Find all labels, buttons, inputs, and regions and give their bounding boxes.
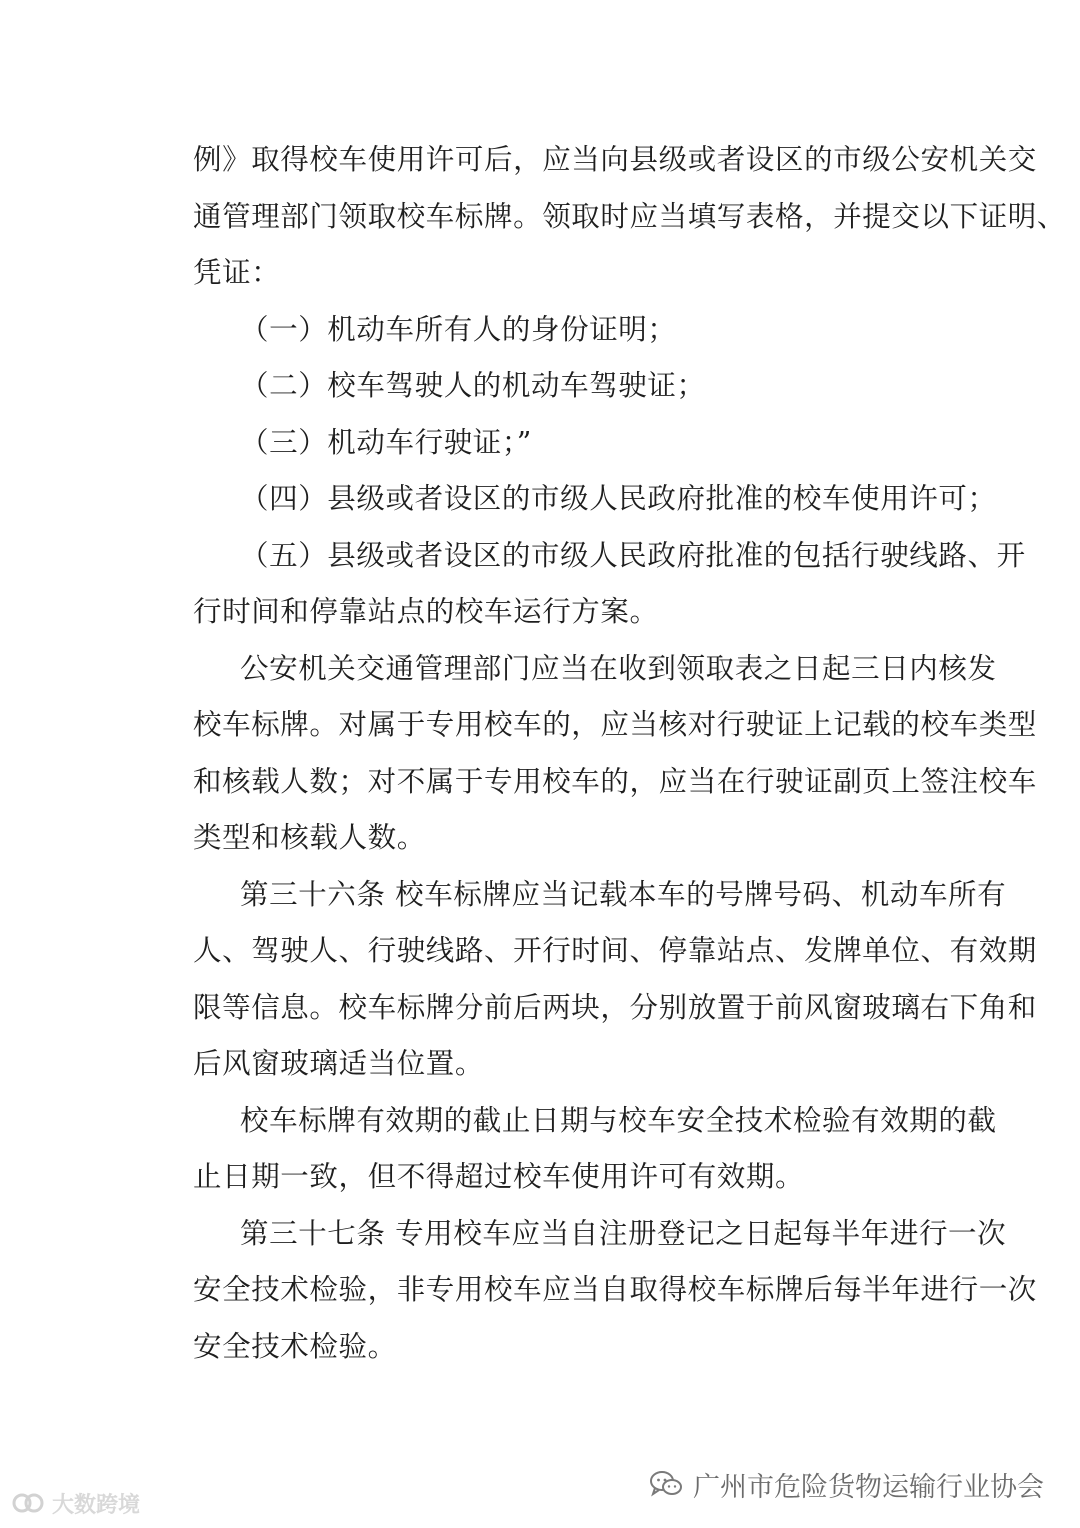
logo-icon [12, 1490, 44, 1516]
text-line: 第三十七条 专用校车应当自注册登记之日起每半年进行一次 [240, 1217, 1007, 1250]
text-line: 校车标牌有效期的截止日期与校车安全技术检验有效期的截 [240, 1104, 997, 1137]
text-line: 安全技术检验，非专用校车应当自取得校车标牌后每半年进行一次 [193, 1273, 1037, 1306]
watermark-right [649, 1464, 1044, 1504]
text-line: 类型和核载人数。 [193, 821, 426, 854]
wechat-icon [649, 1469, 683, 1499]
text-line: 凭证： [193, 256, 281, 289]
text-line: 后风窗玻璃适当位置。 [193, 1047, 485, 1080]
text-line: 例》取得校车使用许可后，应当向县级或者设区的市级公安机关交 [193, 143, 1037, 176]
text-line: 第三十六条 校车标牌应当记载本车的号牌号码、机动车所有 [240, 878, 1007, 911]
text-line: 行时间和停靠站点的校车运行方案。 [193, 595, 659, 628]
text-line: 和核载人数；对不属于专用校车的，应当在行驶证副页上签注校车 [193, 765, 1037, 798]
text-line: （四）县级或者设区的市级人民政府批准的校车使用许可； [240, 482, 997, 515]
text-line: （三）机动车行驶证；” [240, 426, 532, 459]
text-line: 限等信息。校车标牌分前后两块，分别放置于前风窗玻璃右下角和 [193, 991, 1037, 1024]
text-line: 安全技术检验。 [193, 1330, 397, 1363]
text-line: （一）机动车所有人的身份证明； [240, 313, 677, 346]
text-line: 止日期一致，但不得超过校车使用许可有效期。 [193, 1160, 805, 1193]
text-line: 校车标牌。对属于专用校车的，应当核对行驶证上记载的校车类型 [193, 708, 1037, 741]
text-line: （二）校车驾驶人的机动车驾驶证； [240, 369, 706, 402]
text-line: 通管理部门领取校车标牌。领取时应当填写表格，并提交以下证明、 [193, 200, 1067, 233]
text-line: 公安机关交通管理部门应当在收到领取表之日起三日内核发 [240, 652, 997, 685]
watermark-left-text: 大数跨境 [52, 1492, 141, 1518]
watermark-right-text: 广州市危险货物运输行业协会 [693, 1471, 1044, 1503]
watermark-left [12, 1488, 140, 1518]
text-line: （五）县级或者设区的市级人民政府批准的包括行驶线路、开 [240, 539, 1026, 572]
text-line: 人、驾驶人、行驶线路、开行时间、停靠站点、发牌单位、有效期 [193, 934, 1037, 967]
